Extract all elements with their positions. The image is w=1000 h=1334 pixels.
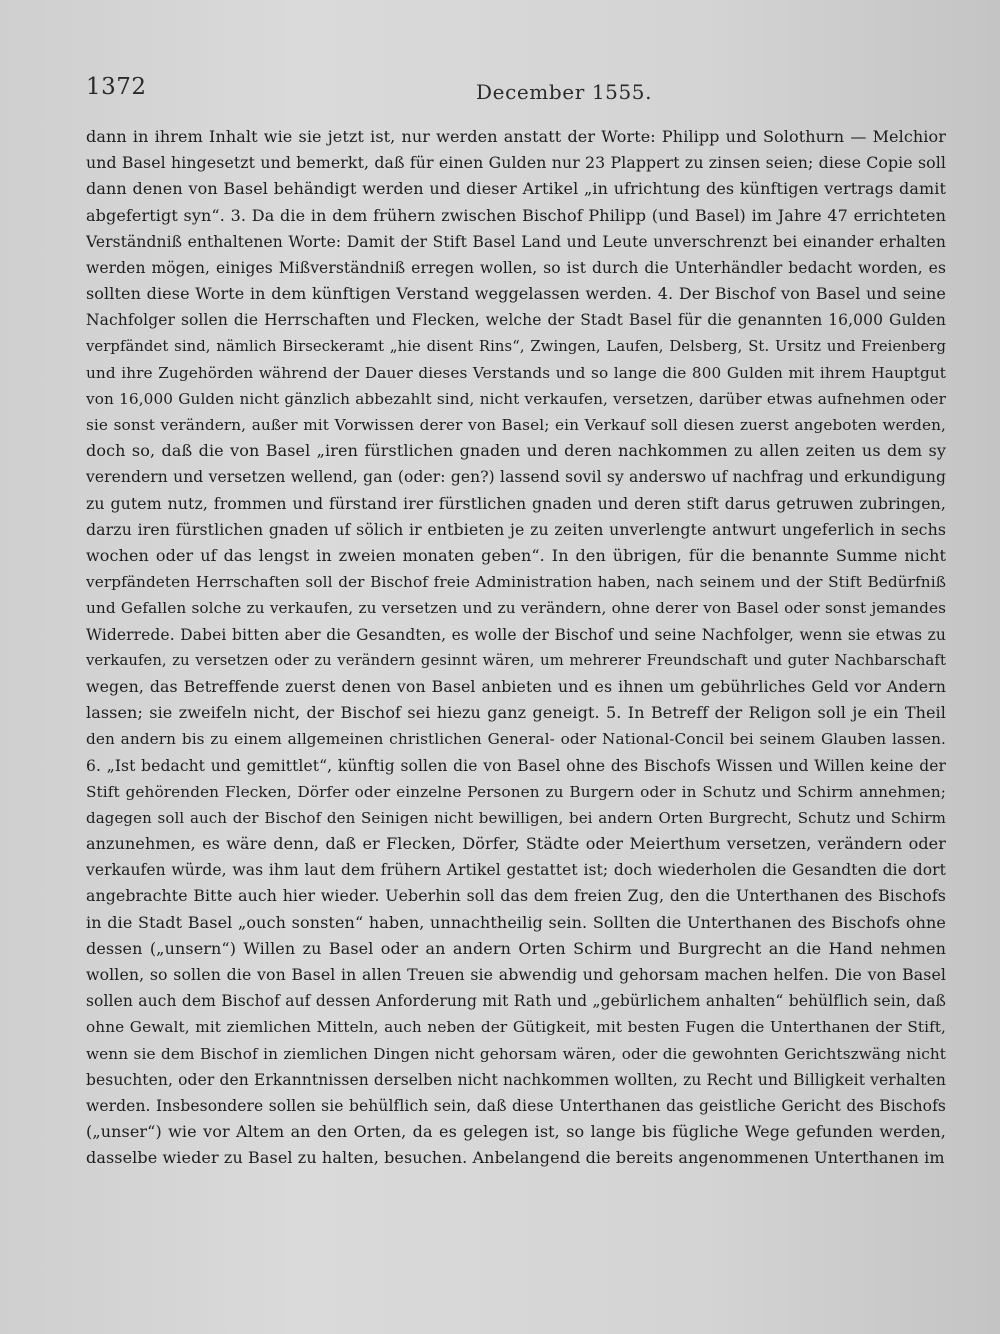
- text-line: wollen, so sollen die von Basel in allen Treuen sie abwendig und gehorsam machen helfen. Die von Basel: [86, 965, 946, 984]
- text-line: abgefertigt syn“. 3. Da die in dem frühern zwischen Bischof Philipp (und Basel) im Jahre 47 errichteten: [86, 205, 946, 225]
- text-line: sie sonst verändern, außer mit Vorwissen derer von Basel; ein Verkauf soll diesen zuerst angeboten werden,: [86, 416, 946, 435]
- text-line: anzunehmen, es wäre denn, daß er Flecken, Dörfer, Städte oder Meierthum versetzen, verändern oder: [86, 834, 946, 854]
- text-line: darzu iren fürstlichen gnaden uf sölich ir entbieten je zu zeiten unverlengte antwurt ungeferlich in sechs: [86, 519, 946, 539]
- text-line: Verständniß enthaltenen Worte: Damit der Stift Basel Land und Leute unverschrenzt bei einander erhalten: [86, 232, 946, 251]
- text-line: dessen („unsern“) Willen zu Basel oder an andern Orten Schirm und Burgrecht an die Hand nehmen: [86, 938, 946, 958]
- text-line: und Basel hingesetzt und bemerkt, daß für einen Gulden nur 23 Plappert zu zinsen seien; diese Copie soll: [86, 153, 946, 173]
- text-line: ohne Gewalt, mit ziemlichen Mitteln, auch neben der Gütigkeit, mit besten Fugen die Unterthanen der Stift,: [86, 1018, 946, 1037]
- text-line: verpfändet sind, nämlich Birseckeramt „hie disent Rins“, Zwingen, Laufen, Delsberg, St. Ursitz und Freienberg: [86, 337, 946, 355]
- text-line: doch so, daß die von Basel „iren fürstlichen gnaden und deren nachkommen zu allen zeiten us dem sy: [86, 441, 946, 461]
- text-line: und Gefallen solche zu verkaufen, zu versetzen und zu verändern, ohne derer von Basel oder sonst jemandes: [86, 599, 946, 618]
- text-line: verkaufen würde, was ihm laut dem frühern Artikel gestattet ist; doch wiederholen die Gesandten die dort: [86, 861, 946, 880]
- page-header: [86, 70, 946, 104]
- text-line: wochen oder uf das lengst in zweien monaten geben“. In den übrigen, für die benannte Summe nicht: [86, 546, 946, 565]
- text-line: werden mögen, einiges Mißverständniß erregen wollen, so ist durch die Unterhändler bedacht worden, es: [86, 258, 946, 277]
- text-line: sollen auch dem Bischof auf dessen Anforderung mit Rath und „gebürlichem anhalten“ behülflich sein, daß: [86, 992, 946, 1011]
- page-number: 1372: [86, 74, 147, 100]
- text-line: verkaufen, zu versetzen oder zu verändern gesinnt wären, um mehrerer Freundschaft und guter Nachbarschaft: [86, 651, 946, 669]
- text-line: verpfändeten Herrschaften soll der Bischof freie Administration haben, nach seinem und der Stift Bedürfniß: [86, 573, 946, 592]
- text-line: in die Stadt Basel „ouch sonsten“ haben, unnachtheilig sein. Sollten die Unterthanen des Bischofs ohne: [86, 912, 946, 932]
- body-text: [86, 124, 946, 1172]
- text-line: Widerrede. Dabei bitten aber die Gesandten, es wolle der Bischof und seine Nachfolger, wenn sie etwas zu: [86, 625, 946, 644]
- text-line: werden. Insbesondere sollen sie behülflich sein, daß diese Unterthanen das geistliche Gericht des Bischofs: [86, 1096, 946, 1115]
- text-line: den andern bis zu einem allgemeinen christlichen General- oder National-Concil bei seinem Glauben lassen.: [86, 730, 946, 749]
- text-line: („unser“) wie vor Altem an den Orten, da es gelegen ist, so lange bis fügliche Wege gefunden werden,: [86, 1122, 946, 1142]
- text-line: verendern und versetzen wellend, gan (oder: gen?) lassend sovil sy anderswo uf nachfrag und erkundigung: [86, 468, 946, 487]
- running-head: December 1555.: [476, 80, 653, 104]
- text-line: und ihre Zugehörden während der Dauer dieses Verstands und so lange die 800 Gulden mit ihrem Hauptgut: [86, 363, 946, 382]
- text-line: Stift gehörenden Flecken, Dörfer oder einzelne Personen zu Burgern oder in Schutz und Schirm annehmen;: [86, 782, 946, 801]
- text-line: Nachfolger sollen die Herrschaften und Flecken, welche der Stadt Basel für die genannten 16,000 Gulden: [86, 311, 946, 330]
- text-line: dagegen soll auch der Bischof den Seinigen nicht bewilligen, bei andern Orten Burgrecht, Schutz und Schirm: [86, 808, 946, 827]
- text-line: lassen; sie zweifeln nicht, der Bischof sei hiezu ganz geneigt. 5. In Betreff der Religon soll je ein Theil: [86, 703, 946, 723]
- text-line: zu gutem nutz, frommen und fürstand irer fürstlichen gnaden und deren stift darus getruwen zubringen,: [86, 493, 946, 513]
- text-line: dann in ihrem Inhalt wie sie jetzt ist, nur werden anstatt der Worte: Philipp und Solothurn — Melchior: [86, 127, 946, 146]
- text-line: besuchten, oder den Erkanntnissen derselben nicht nachkommen wollten, zu Recht und Billigkeit verhalten: [86, 1070, 946, 1089]
- text-line: sollten diese Worte in dem künftigen Verstand weggelassen werden. 4. Der Bischof von Basel und seine: [86, 284, 946, 304]
- text-line: dasselbe wieder zu Basel zu halten, besuchen. Anbelangend die bereits angenommenen Unterthanen im: [86, 1148, 945, 1168]
- text-line: angebrachte Bitte auch hier wieder. Ueberhin soll das dem freien Zug, den die Unterthanen des Bischofs: [86, 886, 946, 906]
- text-line: wegen, das Betreffende zuerst denen von Basel anbieten und es ihnen um gebührliches Geld vor Andern: [86, 676, 946, 696]
- text-line: 6. „Ist bedacht und gemittlet“, künftig sollen die von Basel ohne des Bischofs Wissen und Willen keine der: [86, 756, 946, 775]
- text-line: dann denen von Basel behändigt werden und dieser Artikel „in ufrichtung des künftigen vertrags damit: [86, 179, 946, 199]
- text-line: von 16,000 Gulden nicht gänzlich abbezahlt sind, nicht verkaufen, versetzen, darüber etwas aufnehmen oder: [86, 389, 946, 408]
- text-line: wenn sie dem Bischof in ziemlichen Dingen nicht gehorsam wären, oder die gewohnten Gerichtszwäng nicht: [86, 1044, 946, 1063]
